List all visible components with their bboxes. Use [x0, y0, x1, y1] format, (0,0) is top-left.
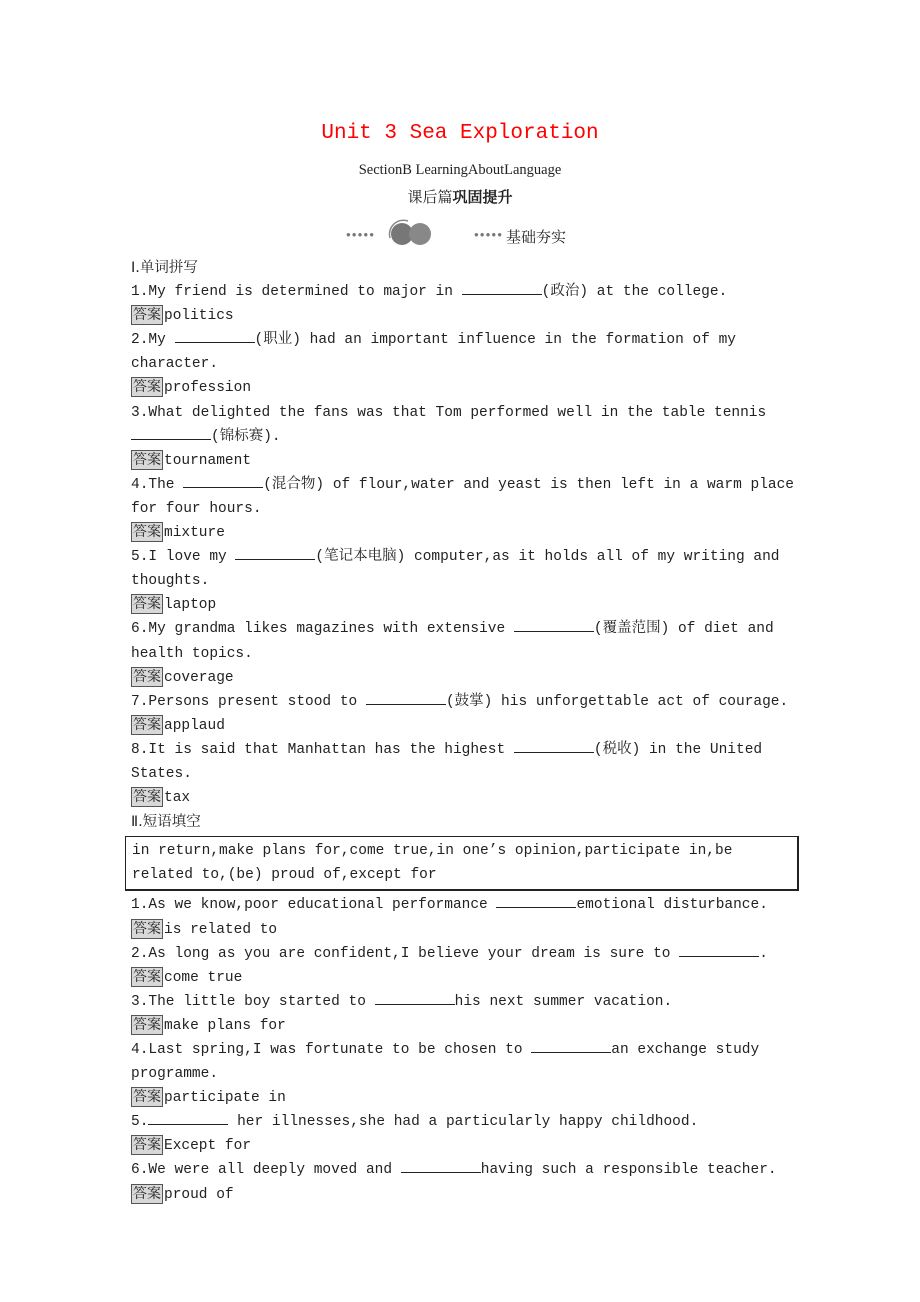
answer-line — [131, 1086, 809, 1110]
circles-logo-icon — [384, 218, 436, 248]
question-text-before: 4.The — [131, 476, 184, 493]
question-text-before: 1.My friend is determined to major in — [131, 284, 462, 301]
answer-text: politics — [164, 308, 234, 325]
question-text-after: (混合物) of flour,water and yeast is then left in a warm place for four hours. — [131, 476, 794, 517]
question — [131, 1158, 809, 1182]
question-text-before: 3.What delighted the fans was that Tom performed well in the table tennis — [131, 404, 767, 421]
answer-badge: 答案 — [133, 968, 161, 985]
banner-label: 基础夯实 — [506, 228, 567, 246]
answer-line — [131, 376, 809, 400]
answer-badge: 答案 — [133, 1089, 161, 1106]
question-text-before: 4.Last spring,I was fortunate to be chosen to — [131, 1042, 532, 1058]
question — [131, 738, 809, 786]
answer-badge: 答案 — [133, 451, 161, 468]
question-text-before: 2.My — [131, 332, 175, 349]
question-text-after: (税收) in the United States. — [131, 741, 763, 782]
answer-badge: 答案 — [133, 1185, 161, 1202]
question-text-after: having such a responsible teacher. — [480, 1162, 777, 1179]
answer-line — [131, 786, 809, 810]
question — [131, 1038, 809, 1086]
subtitle-a: 课后篇 — [407, 188, 453, 206]
answer-text: is related to — [164, 921, 278, 938]
question-text-after: (覆盖范围) of diet and health topics. — [131, 621, 774, 662]
subtitle — [0, 186, 920, 207]
answer-line — [131, 1183, 809, 1207]
answer-blank — [514, 738, 594, 753]
question-text-after: (锦标赛). — [211, 428, 281, 445]
question-text-before: 6.My grandma likes magazines with extensive — [131, 621, 514, 638]
answer-text: make plans for — [164, 1017, 286, 1034]
question-text-after: his next summer vacation. — [454, 993, 673, 1010]
answer-line — [131, 449, 809, 473]
question — [131, 473, 809, 521]
answer-badge: 答案 — [133, 307, 161, 324]
dots-decoration: ●●●●● — [346, 231, 376, 240]
question — [131, 690, 809, 714]
answer-text: mixture — [164, 525, 225, 542]
question — [131, 401, 809, 449]
question-text-after: her illnesses,she had a particularly happy childhood. — [228, 1114, 699, 1131]
question — [131, 280, 809, 304]
question-text-before: 5. — [131, 1114, 149, 1131]
answer-text: participate in — [164, 1090, 286, 1107]
answer-text: profession — [164, 380, 252, 397]
answer-badge: 答案 — [133, 379, 161, 396]
answer-line — [131, 593, 809, 617]
answer-text: Except for — [164, 1138, 252, 1155]
answer-text: tournament — [164, 452, 252, 469]
answer-blank — [366, 690, 446, 705]
question-text-before: 8.It is said that Manhattan has the highest — [131, 741, 514, 758]
question-text-after: . — [759, 945, 768, 962]
answer-line — [131, 666, 809, 690]
answer-blank — [375, 990, 455, 1005]
answer-badge: 答案 — [133, 596, 161, 613]
answer-text: coverage — [164, 669, 234, 686]
answer-blank — [175, 328, 255, 343]
answer-line — [131, 304, 809, 328]
answer-text: come true — [164, 969, 243, 986]
answer-line — [131, 966, 809, 990]
answer-badge: 答案 — [133, 789, 161, 806]
question-text-before: 1.As we know,poor educational performance — [131, 897, 497, 914]
question — [131, 942, 809, 966]
dots-decoration: ●●●●● — [474, 231, 504, 240]
question — [131, 1110, 809, 1134]
subtitle-b: 巩固提升 — [452, 188, 513, 206]
answer-text: proud of — [164, 1186, 234, 1203]
answer-blank — [462, 280, 542, 295]
answer-blank — [531, 1038, 611, 1053]
answer-blank — [183, 473, 263, 488]
answer-blank — [679, 942, 759, 957]
answer-text: laptop — [164, 597, 217, 614]
phrase-box: in return,make plans for,come true,in one’s opinion,participate in,be related to,(be) proud of,except for — [125, 836, 799, 891]
question-text-before: 2.As long as you are confident,I believe your dream is sure to — [131, 945, 680, 962]
answer-line — [131, 1014, 809, 1038]
question-text-before: 3.The little boy started to — [131, 993, 375, 1010]
section-title: SectionB LearningAboutLanguage — [358, 162, 562, 178]
answer-badge: 答案 — [133, 920, 161, 937]
answer-badge: 答案 — [133, 1016, 161, 1033]
answer-text: applaud — [164, 717, 225, 734]
section-banner — [346, 218, 586, 248]
question-text-after: an exchange study programme. — [131, 1042, 760, 1083]
answer-badge: 答案 — [133, 668, 161, 685]
question-text-before: 6.We were all deeply moved and — [131, 1162, 401, 1179]
answer-badge: 答案 — [133, 1137, 161, 1154]
answer-blank — [148, 1110, 228, 1125]
answer-line — [131, 1134, 809, 1158]
question-text-before: 7.Persons present stood to — [131, 693, 366, 710]
question — [131, 545, 809, 593]
question — [131, 893, 809, 917]
answer-blank — [514, 617, 594, 632]
page-title: Unit 3 Sea Exploration — [321, 122, 599, 145]
answer-line — [131, 918, 809, 942]
question — [131, 990, 809, 1014]
question-text-after: (笔记本电脑) computer,as it holds all of my writing and thoughts. — [131, 549, 780, 590]
answer-blank — [131, 425, 211, 440]
answer-badge: 答案 — [133, 716, 161, 733]
answer-badge: 答案 — [133, 524, 161, 541]
question-text-after: (职业) had an important influence in the formation of my character. — [131, 332, 736, 373]
part-heading: Ⅰ.单词拼写 — [131, 260, 198, 276]
question-text-after: (鼓掌) his unforgettable act of courage. — [445, 693, 789, 710]
question — [131, 617, 809, 665]
answer-line — [131, 714, 809, 738]
part-heading: Ⅱ.短语填空 — [131, 814, 201, 831]
question — [131, 328, 809, 376]
answer-text: tax — [164, 790, 191, 807]
question-text-after: (政治) at the college. — [541, 284, 728, 301]
answer-line — [131, 521, 809, 545]
answer-blank — [496, 893, 576, 908]
answer-blank — [235, 545, 315, 560]
question-text-after: emotional disturbance. — [576, 897, 768, 914]
exercise-content — [131, 256, 809, 1207]
answer-blank — [401, 1158, 481, 1173]
question-text-before: 5.I love my — [131, 549, 236, 566]
